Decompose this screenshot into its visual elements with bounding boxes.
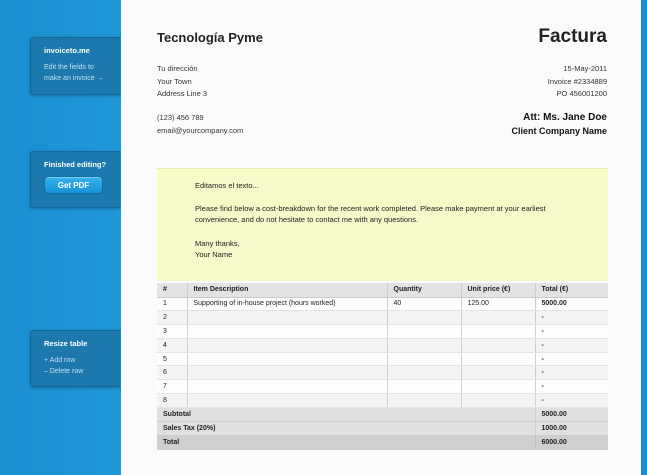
hint-text-2: make an invoice → bbox=[44, 75, 104, 82]
row-total-cell: - bbox=[535, 338, 608, 352]
table-header-row bbox=[157, 283, 608, 297]
row-number: 2 bbox=[157, 311, 187, 325]
address-line-2[interactable]: Your Town bbox=[157, 76, 192, 86]
item-description-cell[interactable] bbox=[187, 366, 387, 380]
row-number: 3 bbox=[157, 325, 187, 339]
unit-price-cell[interactable] bbox=[461, 394, 535, 408]
message-note[interactable] bbox=[157, 168, 608, 281]
total-value: 6000.00 bbox=[535, 435, 608, 449]
table-row bbox=[157, 394, 608, 408]
unit-price-cell[interactable] bbox=[461, 338, 535, 352]
invoice-title-field[interactable]: Factura bbox=[538, 26, 607, 47]
quantity-cell[interactable] bbox=[387, 380, 461, 394]
add-row-link[interactable]: + Add row bbox=[44, 357, 76, 364]
item-description-cell[interactable] bbox=[187, 311, 387, 325]
header-number: # bbox=[157, 283, 187, 297]
invoice-number-field[interactable]: Invoice #2334889 bbox=[547, 76, 607, 86]
subtotal-row bbox=[157, 407, 608, 421]
tax-row bbox=[157, 421, 608, 435]
header-quantity: Quantity bbox=[387, 283, 461, 297]
client-company-field[interactable]: Client Company Name bbox=[511, 125, 607, 136]
brand-name[interactable]: invoiceto.me bbox=[44, 46, 90, 55]
note-thanks[interactable]: Many thanks, bbox=[195, 239, 240, 248]
total-label: Total bbox=[157, 435, 535, 449]
unit-price-cell[interactable] bbox=[461, 380, 535, 394]
brand-panel bbox=[30, 37, 120, 95]
item-description-cell[interactable] bbox=[187, 380, 387, 394]
recipient-block bbox=[511, 112, 607, 137]
subtotal-value: 5000.00 bbox=[535, 407, 608, 421]
total-row bbox=[157, 435, 608, 449]
item-description-cell[interactable]: Supporting of in-house project (hours worked) bbox=[187, 297, 387, 311]
items-table bbox=[157, 283, 608, 450]
quantity-cell[interactable] bbox=[387, 311, 461, 325]
row-number: 1 bbox=[157, 297, 187, 311]
quantity-cell[interactable] bbox=[387, 352, 461, 366]
note-signoff[interactable]: Your Name bbox=[195, 250, 233, 259]
quantity-cell[interactable] bbox=[387, 325, 461, 339]
row-total-cell: - bbox=[535, 380, 608, 394]
po-number-field[interactable]: PO 456001200 bbox=[556, 89, 607, 98]
quantity-cell[interactable] bbox=[387, 394, 461, 408]
row-total-cell: - bbox=[535, 366, 608, 380]
invoice-paper bbox=[121, 0, 641, 475]
note-line-1[interactable]: Editamos el texto... bbox=[195, 181, 259, 190]
address-block bbox=[157, 63, 207, 101]
contact-block bbox=[157, 112, 243, 137]
export-panel bbox=[30, 151, 120, 208]
item-description-cell[interactable] bbox=[187, 352, 387, 366]
unit-price-cell[interactable]: 125.00 bbox=[461, 297, 535, 311]
row-number: 7 bbox=[157, 380, 187, 394]
item-description-cell[interactable] bbox=[187, 338, 387, 352]
table-row bbox=[157, 325, 608, 339]
address-line-1[interactable]: Tu dirección bbox=[157, 64, 198, 73]
table-row bbox=[157, 297, 608, 311]
tax-value: 1000.00 bbox=[535, 421, 608, 435]
quantity-cell[interactable] bbox=[387, 366, 461, 380]
table-row bbox=[157, 338, 608, 352]
row-total-cell: 5000.00 bbox=[535, 297, 608, 311]
delete-row-link[interactable]: – Delete row bbox=[44, 368, 84, 375]
table-row bbox=[157, 366, 608, 380]
quantity-cell[interactable] bbox=[387, 338, 461, 352]
invoice-meta-block bbox=[548, 63, 607, 101]
unit-price-cell[interactable] bbox=[461, 352, 535, 366]
item-description-cell[interactable] bbox=[187, 325, 387, 339]
email-field[interactable]: email@yourcompany.com bbox=[157, 125, 244, 135]
row-number: 5 bbox=[157, 352, 187, 366]
note-body[interactable]: Please find below a cost-breakdown for the recent work completed. Please make payment at your earliest convenience, and do not hesitate to contact me with any questions. bbox=[195, 204, 546, 224]
header-total: Total (€) bbox=[535, 283, 608, 297]
resize-table-title: Resize table bbox=[44, 339, 88, 348]
phone-field[interactable]: (123) 456 789 bbox=[157, 113, 204, 122]
header-unit-price: Unit price (€) bbox=[461, 283, 535, 297]
hint-text-1: Edit the fields to bbox=[44, 64, 94, 71]
resize-panel bbox=[30, 330, 120, 387]
address-line-3[interactable]: Address Line 3 bbox=[157, 89, 208, 98]
right-background-strip bbox=[641, 0, 647, 475]
finished-editing-title: Finished editing? bbox=[44, 160, 107, 169]
row-number: 6 bbox=[157, 366, 187, 380]
table-row bbox=[157, 311, 608, 325]
tax-label[interactable]: Sales Tax (20%) bbox=[157, 421, 535, 435]
row-total-cell: - bbox=[535, 311, 608, 325]
get-pdf-button[interactable]: Get PDF bbox=[44, 176, 103, 194]
quantity-cell[interactable]: 40 bbox=[387, 297, 461, 311]
table-row bbox=[157, 352, 608, 366]
row-total-cell: - bbox=[535, 325, 608, 339]
company-name-field[interactable]: Tecnología Pyme bbox=[157, 30, 263, 45]
item-description-cell[interactable] bbox=[187, 394, 387, 408]
header-description: Item Description bbox=[187, 283, 387, 297]
date-field[interactable]: 15-May-2011 bbox=[563, 64, 607, 73]
unit-price-cell[interactable] bbox=[461, 325, 535, 339]
subtotal-label: Subtotal bbox=[157, 407, 535, 421]
row-number: 4 bbox=[157, 338, 187, 352]
row-total-cell: - bbox=[535, 394, 608, 408]
attention-field[interactable]: Att: Ms. Jane Doe bbox=[523, 112, 607, 123]
table-row bbox=[157, 380, 608, 394]
row-total-cell: - bbox=[535, 352, 608, 366]
row-number: 8 bbox=[157, 394, 187, 408]
unit-price-cell[interactable] bbox=[461, 311, 535, 325]
unit-price-cell[interactable] bbox=[461, 366, 535, 380]
